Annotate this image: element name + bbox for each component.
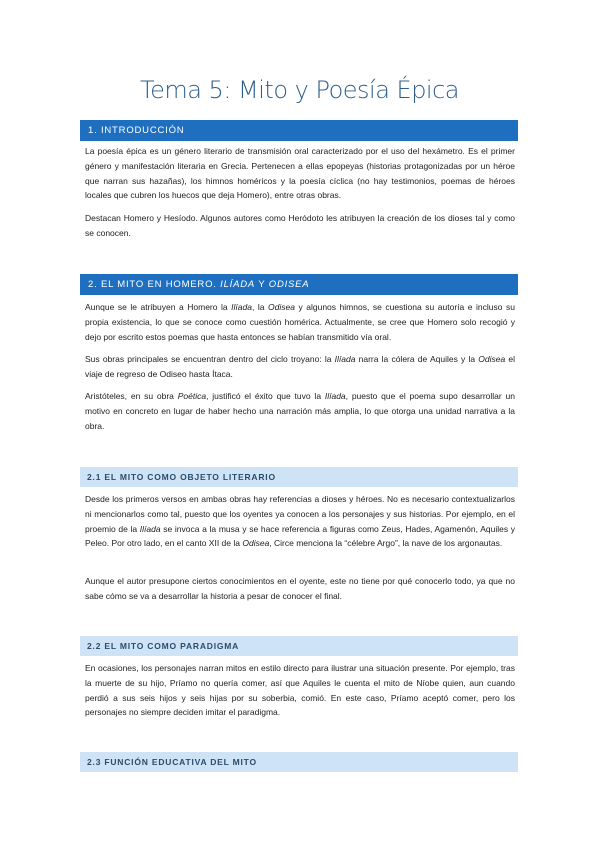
text-run: y algunos himnos, se cuestiona su autoría e incluso su propia existencia, lo que se conoce como cuestión homérica. Actualmente, se cree que Homero solo recogió y dejo por escrito estos poemas que hasta entonces se habían transmitido vía oral. (85, 302, 515, 342)
work-title: Ilíada (334, 354, 356, 364)
paragraph-homero-1 (85, 300, 515, 344)
paragraph-intro-2: Destacan Homero y Hesíodo. Algunos autores como Heródoto les atribuyen la creación de los dioses tal y como se conocen. (85, 213, 515, 238)
paragraph-objeto-literario-2: Aunque el autor presupone ciertos conocimientos en el oyente, este no tiene por qué conocerlo todo, ya que no sabe cómo se va a desarrollar la historia a pesar de conocer el final. (85, 576, 515, 601)
section-heading-mito-homero (80, 274, 518, 295)
work-title: Ilíada (324, 391, 346, 401)
section-heading-text: 2. EL MITO EN HOMERO. (88, 279, 221, 290)
work-title: Odisea (268, 302, 295, 312)
section-heading-text: Y (255, 279, 269, 290)
paragraph-intro-1: La poesía épica es un género literario de transmisión oral caracterizado por el uso del hexámetro. Es el primer género y manifestación literaria en Grecia. Pertenecen a ellas epopeyas (historias protagonizadas por un héroe que narran sus hazañas), los himnos homéricos y la poesía cíclica (no hay testimonios, poemas de héroes locales que cubren los huecos que deja Homero), entre otras obras. (85, 146, 515, 201)
paragraph-paradigma-1: En ocasiones, los personajes narran mitos en estilo directo para ilustrar una situación presente. Por ejemplo, tras la muerte de su hijo, Príamo no quería comer, así que Aquiles le cuenta el mito de Níobe quien, aun cuando perdió a sus seis hijos y seis hijas por su soberbia, comió. En este caso, Príamo aceptó comer, pero los personajes no siempre deciden imitar el paradigma. (85, 663, 515, 718)
work-title: Ilíada (139, 523, 161, 534)
section-heading-work-title: ILÍADA (220, 279, 256, 290)
text-run: se invoca a la musa y se hace referencia a figuras como Zeus, Hades, Agamenón, Aquiles y Peleo. Por otro lado, en el canto XII de la (85, 523, 515, 549)
work-title: Odisea (478, 354, 506, 364)
subsection-heading-funcion-educativa (80, 752, 518, 772)
text-run: , puesto que el poema supo desarrollar un motivo en concreto en lugar de haber hecho una narración más amplia, lo que otorga una unidad narrativa a la obra. (85, 391, 516, 431)
text-run: el viaje de regreso de Odiseo hasta Ítaca. (85, 354, 516, 379)
text-run: , justificó el éxito que tuvo la (206, 391, 325, 401)
text-run: , Circe menciona la “célebre Argo”, la nave de los argonautas. (269, 538, 503, 549)
work-title: Ilíada (231, 302, 252, 312)
text-run: Aunque se le atribuyen a Homero la (85, 302, 232, 312)
text-run: , la (251, 302, 268, 312)
section-heading-text: 1. INTRODUCCIÓN (88, 125, 185, 136)
work-title: Poética (177, 391, 207, 401)
section-heading-work-title: ODISEA (268, 279, 310, 290)
text-run: Sus obras principales se encuentran dentro del ciclo troyano: la (85, 354, 335, 364)
subsection-heading-paradigma (80, 636, 518, 656)
paragraph-objeto-literario-1 (85, 492, 515, 551)
subsection-heading-text: 2.3 FUNCIÓN EDUCATIVA DEL MITO (87, 757, 257, 767)
paragraph-homero-2 (85, 352, 515, 382)
page-title: Tema 5: Mito y Poesía Épica (139, 76, 460, 104)
section-heading-introduccion (80, 120, 518, 141)
subsection-heading-text: 2.2 EL MITO COMO PARADIGMA (87, 641, 240, 651)
paragraph-homero-3 (85, 389, 515, 433)
work-title: Odisea (242, 538, 270, 549)
subsection-heading-text: 2.1 EL MITO COMO OBJETO LITERARIO (87, 472, 276, 482)
subsection-heading-objeto-literario (80, 467, 518, 487)
text-run: narra la cólera de Aquiles y la (355, 354, 479, 364)
text-run: Aristóteles, en su obra (85, 391, 178, 401)
text-run: Desde los primeros versos en ambas obras hay referencias a dioses y héroes. No es necesario contextualizarlos ni mencionarlos como tal, puesto que los oyentes ya conocen a los personajes y sus historias. Por ejemplo, en el proemio de la (85, 494, 515, 534)
